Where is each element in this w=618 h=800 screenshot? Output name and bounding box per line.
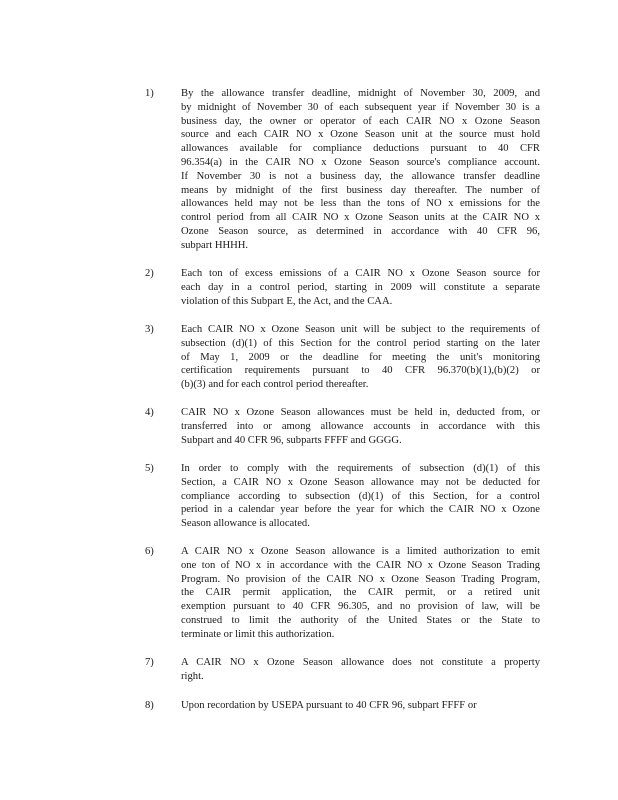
item-number: 3) (145, 324, 154, 335)
text-line: Section, a CAIR NO x Ozone Season allowance may not be deducted for (181, 476, 540, 488)
item-text (181, 406, 540, 447)
text-line: subsection (d)(1) of this Section for the control period starting on the later (181, 337, 540, 349)
item-number: 5) (145, 463, 154, 474)
text-line: Each ton of excess emissions of a CAIR NO x Ozone Season source for (181, 268, 540, 279)
item-number: 7) (145, 657, 154, 668)
item-text (181, 323, 540, 392)
item-number: 2) (145, 268, 154, 279)
text-line: A CAIR NO x Ozone Season allowance does not constitute a property (181, 657, 540, 668)
text-line: certification requirements pursuant to 40 CFR 96.370(b)(1),(b)(2) or (181, 365, 540, 377)
text-line: the CAIR permit application, the CAIR permit, or a retired unit (181, 587, 540, 599)
text-line: transferred into or among allowance accounts in accordance with this (181, 420, 540, 432)
item-number: 8) (145, 700, 154, 711)
text-line: exemption pursuant to 40 CFR 96.305, and no provision of law, will be (181, 601, 540, 613)
text-line: Season allowance is allocated. (181, 518, 310, 530)
text-line: In order to comply with the requirements of subsection (d)(1) of this (181, 463, 540, 474)
text-line: Upon recordation by USEPA pursuant to 40 CFR 96, subpart FFFF or (181, 700, 477, 711)
text-line: 96.354(a) in the CAIR NO x Ozone Season source's compliance account. (181, 156, 540, 168)
text-line: control period from all CAIR NO x Ozone Season units at the CAIR NO x (181, 212, 540, 224)
text-line: allowances held may not be less than the tons of NO x emissions for the (181, 198, 540, 210)
text-line: By the allowance transfer deadline, midnight of November 30, 2009, and (181, 88, 540, 99)
text-line: Program. No provision of the CAIR NO x Ozone Season Trading Program, (181, 573, 540, 585)
text-line: of May 1, 2009 or the deadline for meeting the unit's monitoring (181, 351, 540, 363)
item-text (181, 545, 540, 642)
text-line: terminate or limit this authorization. (181, 628, 335, 640)
item-text (181, 462, 540, 531)
text-line: compliance according to subsection (d)(1) of this Section, for a control (181, 490, 540, 502)
item-number: 1) (145, 88, 154, 99)
text-line: right. (181, 670, 204, 682)
text-line: period in a calendar year before the year for which the CAIR NO x Ozone (181, 504, 540, 516)
text-line: each day in a control period, starting in 2009 will constitute a separate (181, 281, 540, 293)
item-text (181, 699, 540, 713)
item-text (181, 267, 540, 308)
text-line: (b)(3) and for each control period thereafter. (181, 379, 369, 391)
item-text (181, 656, 540, 684)
text-line: violation of this Subpart E, the Act, and the CAA. (181, 295, 393, 307)
text-line: construed to limit the authority of the United States or the State to (181, 614, 540, 626)
text-line: allowances available for compliance deductions pursuant to 40 CFR (181, 143, 540, 155)
text-line: Ozone Season source, as determined in accordance with 40 CFR 96, (181, 225, 540, 237)
text-line: source and each CAIR NO x Ozone Season unit at the source must hold (181, 129, 540, 141)
item-number: 6) (145, 546, 154, 557)
text-line: means by midnight of the first business day thereafter. The number of (181, 184, 540, 196)
text-line: If November 30 is not a business day, the allowance transfer deadline (181, 170, 540, 182)
item-number: 4) (145, 407, 154, 418)
text-line: Subpart and 40 CFR 96, subparts FFFF and GGGG. (181, 434, 402, 446)
text-line: by midnight of November 30 of each subsequent year if November 30 is a (181, 101, 540, 113)
text-line: business day, the owner or operator of each CAIR NO x Ozone Season (181, 115, 540, 127)
text-line: subpart HHHH. (181, 239, 249, 251)
text-line: A CAIR NO x Ozone Season allowance is a limited authorization to emit (181, 546, 540, 557)
text-line: Each CAIR NO x Ozone Season unit will be subject to the requirements of (181, 324, 540, 335)
item-text (181, 87, 540, 253)
text-line: CAIR NO x Ozone Season allowances must be held in, deducted from, or (181, 407, 540, 418)
text-line: one ton of NO x in accordance with the CAIR NO x Ozone Season Trading (181, 559, 540, 571)
